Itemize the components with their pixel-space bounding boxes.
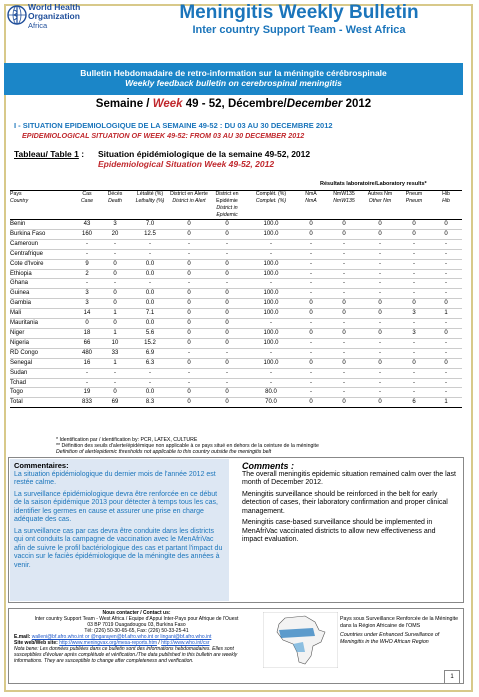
- value-cell: -: [149, 379, 151, 386]
- value-cell: -: [149, 240, 151, 247]
- country-cell: RD Congo: [10, 349, 39, 356]
- value-cell: 19: [83, 389, 91, 396]
- value-cell: 100.0: [263, 290, 279, 297]
- column-header: Cas Case: [74, 191, 100, 220]
- map-caption: Pays sous Surveillance Renforcée de la Méningite dans la Région Africaine de l'OMS Countries under Enhanced Surveillance of Meningitis in the WHO African Region: [340, 616, 459, 645]
- value-cell: -: [445, 369, 447, 376]
- value-cell: 20: [111, 230, 119, 237]
- value-cell: 1: [444, 399, 448, 406]
- value-cell: -: [413, 250, 415, 257]
- comments-en: Comments : The overall meningitis epidemic situation remained calm over the last month of December 2012. Meningitis surveillance should be reinforced in the belt for early detection of cases, their laboratory confirmation and proper clinical management. Meningitis case-based surveillance should be implemented in MenAfriVac vaccinated districts to allow new effectiveness and impact evaluation.: [242, 461, 456, 543]
- country-cell: Cote d'Ivoire: [10, 260, 44, 267]
- value-cell: 0: [412, 300, 416, 307]
- value-cell: 0: [187, 221, 191, 227]
- value-cell: 0: [225, 359, 229, 366]
- value-cell: -: [379, 379, 381, 386]
- value-cell: -: [379, 260, 381, 267]
- value-cell: 80.0: [265, 389, 277, 396]
- value-cell: -: [188, 280, 190, 287]
- value-cell: 3: [85, 300, 89, 307]
- value-cell: 6: [412, 399, 416, 406]
- value-cell: 0: [444, 329, 448, 336]
- value-cell: 0.0: [145, 320, 155, 327]
- country-cell: Tchad: [10, 379, 27, 386]
- value-cell: -: [114, 280, 116, 287]
- value-cell: 0: [444, 230, 448, 237]
- value-cell: -: [343, 349, 345, 356]
- value-cell: 0: [309, 310, 313, 317]
- table-footnotes: * Identification par / identification by: PCR, LATEX, CULTURE ** Définition des seuils d'alerte/épidémique non applicable à ce pays situé en dehors de la ceinture de la méningite Definition of alert/epidemic thresholds not applicable to this country outside the meningitis belt: [56, 437, 319, 455]
- value-cell: -: [343, 270, 345, 277]
- value-cell: 14: [83, 310, 91, 317]
- value-cell: 0: [342, 310, 346, 317]
- value-cell: -: [379, 389, 381, 396]
- value-cell: -: [445, 339, 447, 346]
- value-cell: 0: [187, 389, 191, 396]
- value-cell: -: [445, 349, 447, 356]
- value-cell: -: [379, 270, 381, 277]
- country-cell: Ghana: [10, 280, 29, 287]
- value-cell: 7.1: [145, 310, 155, 317]
- value-cell: 1: [113, 329, 117, 336]
- value-cell: 0: [309, 300, 313, 307]
- value-cell: 8.3: [145, 399, 155, 406]
- value-cell: -: [413, 290, 415, 297]
- column-header: Complét. (%) Complet. (%): [246, 191, 296, 220]
- value-cell: -: [343, 240, 345, 247]
- value-cell: -: [310, 290, 312, 297]
- value-cell: 0: [225, 260, 229, 267]
- value-cell: -: [413, 389, 415, 396]
- country-cell: Mali: [10, 310, 22, 317]
- value-cell: 10: [111, 339, 119, 346]
- value-cell: 480: [81, 349, 92, 356]
- value-cell: 66: [83, 339, 91, 346]
- value-cell: -: [86, 240, 88, 247]
- value-cell: -: [343, 260, 345, 267]
- value-cell: -: [86, 379, 88, 386]
- country-cell: Ethiopia: [10, 270, 32, 277]
- value-cell: 0: [187, 339, 191, 346]
- value-cell: 1: [113, 310, 117, 317]
- value-cell: 1: [444, 310, 448, 317]
- value-cell: 0: [444, 359, 448, 366]
- value-cell: -: [379, 349, 381, 356]
- value-cell: 0: [225, 221, 229, 227]
- value-cell: 0.0: [145, 290, 155, 297]
- lab-results-header: Résultats laboratoire/Laboratory results*: [320, 181, 427, 187]
- country-cell: Sudan: [10, 369, 28, 376]
- info-banner: [4, 63, 463, 95]
- column-header: NmW135 NmW135: [326, 191, 362, 220]
- value-cell: 0.0: [145, 270, 155, 277]
- table-row: [10, 269, 462, 279]
- value-cell: -: [226, 369, 228, 376]
- value-cell: 0: [113, 389, 117, 396]
- value-cell: 0: [342, 359, 346, 366]
- country-cell: Gambia: [10, 300, 32, 307]
- value-cell: -: [413, 349, 415, 356]
- value-cell: -: [310, 270, 312, 277]
- value-cell: -: [379, 290, 381, 297]
- value-cell: -: [310, 250, 312, 257]
- value-cell: -: [445, 290, 447, 297]
- value-cell: 0: [309, 230, 313, 237]
- value-cell: 0.0: [145, 389, 155, 396]
- value-cell: -: [188, 369, 190, 376]
- value-cell: 0.0: [145, 260, 155, 267]
- value-cell: 2: [85, 270, 89, 277]
- value-cell: 0: [342, 399, 346, 406]
- table-body: [10, 220, 462, 408]
- value-cell: 3: [412, 329, 416, 336]
- value-cell: -: [445, 240, 447, 247]
- value-cell: -: [226, 379, 228, 386]
- value-cell: -: [114, 369, 116, 376]
- value-cell: 0: [187, 359, 191, 366]
- column-header: Pneum Pneum: [398, 191, 430, 220]
- value-cell: 0: [187, 329, 191, 336]
- value-cell: -: [270, 240, 272, 247]
- table-row: [10, 338, 462, 348]
- value-cell: 0: [113, 290, 117, 297]
- who-emblem-icon: [6, 4, 28, 26]
- value-cell: -: [149, 280, 151, 287]
- banner-fr: Bulletin Hebdomadaire de retro-information sur la méningite cérébrospinale: [80, 68, 387, 78]
- value-cell: -: [114, 240, 116, 247]
- table-row: [10, 328, 462, 338]
- column-header: Létalité (%) Lethality (%): [130, 191, 170, 220]
- value-cell: 0: [342, 300, 346, 307]
- value-cell: -: [445, 280, 447, 287]
- commentaires-fr: Commentaires: La situation épidémiologique du dernier mois de l'année 2012 est restée calme. La surveillance épidémiologique devra être renforcée en ce début de la saison épidémique 2013 pour détecter à temps tous les cas, identifier les germes en cause et assurer une prise en charge adéquate des cas. La surveillance cas par cas devra être conduite dans les districts qui ont conduits la campagne de vaccination avec le MenAfriVac afin de suivre le profil bactériologique des cas et partant l'impact du vaccin sur le faciès épidémiologique de la méningite des années à venir.: [10, 459, 229, 601]
- value-cell: 0.0: [145, 300, 155, 307]
- value-cell: 0: [378, 359, 382, 366]
- value-cell: 100.0: [263, 339, 279, 346]
- country-cell: Senegal: [10, 359, 33, 366]
- value-cell: 0: [225, 310, 229, 317]
- value-cell: -: [188, 250, 190, 257]
- country-cell: Mauritania: [10, 320, 39, 327]
- value-cell: 0: [342, 329, 346, 336]
- table-row: [10, 388, 462, 398]
- value-cell: -: [86, 250, 88, 257]
- value-cell: 0: [309, 221, 313, 227]
- value-cell: -: [310, 389, 312, 396]
- africa-map-icon: [263, 612, 338, 668]
- value-cell: -: [413, 369, 415, 376]
- value-cell: 0: [309, 359, 313, 366]
- value-cell: 16: [83, 359, 91, 366]
- value-cell: 0: [412, 359, 416, 366]
- value-cell: -: [413, 260, 415, 267]
- contact-info: Nous contacter / Contact us: Inter country Support Team - West Africa / Equipe d'Appui Inter-Pays pour Afrique de l'Ouest 03 BP 7019 Ouagadougou 03, Burkina Faso Tél: (226) 50-30-65-65, Fax: (226) 50-33-25-41 E.mail: walleni@bf.afro.who.int or @ngarayen@bf.afro.who.int or lingani@bf.afro.who.int Site web/Web site: http://www.meningvax.org/mesa-reports.htm / http://www.who.int/csr Nota bene: Les données publiées dans ce bulletin sont des informations hebdomadaires. Elles sont susceptibles d'évoluer après complétude et vérification./The data published in this bulletin are weekly informations. They are susceptible to change after completeness and verification.: [14, 610, 239, 664]
- value-cell: 100.0: [263, 329, 279, 336]
- value-cell: 160: [81, 230, 92, 237]
- value-cell: -: [343, 250, 345, 257]
- banner-en: Weekly feedback bulletin on cerebrospinal meningitis: [125, 78, 342, 88]
- value-cell: 0: [309, 329, 313, 336]
- column-header: NmA NmA: [296, 191, 326, 220]
- value-cell: 69: [111, 399, 119, 406]
- value-cell: -: [379, 250, 381, 257]
- value-cell: 0: [225, 290, 229, 297]
- value-cell: -: [413, 270, 415, 277]
- value-cell: 100.0: [263, 359, 279, 366]
- value-cell: 0: [225, 320, 229, 327]
- value-cell: 0: [225, 329, 229, 336]
- table-row: [10, 358, 462, 368]
- table-row: [10, 239, 462, 249]
- country-cell: Cameroun: [10, 240, 39, 247]
- value-cell: -: [379, 320, 381, 327]
- table-row: [10, 378, 462, 388]
- value-cell: 6.3: [145, 359, 155, 366]
- country-cell: Burkina Faso: [10, 230, 46, 237]
- value-cell: 0: [378, 221, 382, 227]
- value-cell: 0: [225, 230, 229, 237]
- value-cell: -: [413, 339, 415, 346]
- table-row: [10, 319, 462, 329]
- value-cell: -: [270, 320, 272, 327]
- table-row: [10, 299, 462, 309]
- value-cell: 100.0: [263, 300, 279, 307]
- column-header: District en Epidémie District in Epidemic: [208, 191, 246, 220]
- value-cell: 0: [225, 339, 229, 346]
- section-heading-fr: I - SITUATION EPIDEMIOLOGIQUE DE LA SEMAINE 49-52 : DU 03 AU 30 DECEMBRE 2012: [14, 121, 333, 130]
- value-cell: -: [413, 320, 415, 327]
- value-cell: -: [270, 349, 272, 356]
- value-cell: -: [413, 379, 415, 386]
- country-cell: Togo: [10, 389, 24, 396]
- value-cell: 0: [187, 290, 191, 297]
- value-cell: 0: [187, 300, 191, 307]
- value-cell: -: [86, 369, 88, 376]
- table-title-en: Epidemiological Situation Week 49-52, 2012: [98, 159, 275, 169]
- value-cell: -: [343, 389, 345, 396]
- value-cell: 0: [225, 389, 229, 396]
- value-cell: 0: [342, 221, 346, 227]
- value-cell: -: [188, 349, 190, 356]
- value-cell: 9: [85, 260, 89, 267]
- value-cell: 0: [342, 230, 346, 237]
- who-name: World Health Organization Africa: [28, 2, 81, 30]
- value-cell: -: [379, 339, 381, 346]
- value-cell: -: [188, 379, 190, 386]
- value-cell: 33: [111, 349, 119, 356]
- country-cell: Benin: [10, 221, 26, 227]
- value-cell: -: [226, 250, 228, 257]
- value-cell: -: [226, 349, 228, 356]
- value-cell: 0: [225, 270, 229, 277]
- value-cell: 0: [187, 399, 191, 406]
- value-cell: -: [310, 320, 312, 327]
- value-cell: 833: [81, 399, 92, 406]
- value-cell: 43: [83, 221, 91, 227]
- value-cell: 3: [113, 221, 117, 227]
- value-cell: -: [379, 240, 381, 247]
- country-cell: Nigeria: [10, 339, 30, 346]
- value-cell: 0: [187, 260, 191, 267]
- value-cell: 0: [113, 270, 117, 277]
- value-cell: 1: [113, 359, 117, 366]
- value-cell: 15.2: [144, 339, 156, 346]
- column-header: Décès Death: [100, 191, 130, 220]
- value-cell: 0: [187, 320, 191, 327]
- value-cell: -: [343, 280, 345, 287]
- value-cell: -: [310, 260, 312, 267]
- value-cell: -: [445, 270, 447, 277]
- value-cell: 0: [378, 230, 382, 237]
- country-cell: Total: [10, 399, 23, 406]
- value-cell: 0: [225, 300, 229, 307]
- column-header: Autres Nm Other Nm: [362, 191, 398, 220]
- value-cell: -: [149, 369, 151, 376]
- value-cell: -: [114, 250, 116, 257]
- value-cell: 0: [113, 320, 117, 327]
- value-cell: -: [413, 280, 415, 287]
- country-cell: Guinea: [10, 290, 30, 297]
- value-cell: 0: [225, 399, 229, 406]
- website-link-who[interactable]: http://www.who.int/csr: [161, 640, 210, 646]
- bulletin-title: Meningitis Weekly Bulletin: [179, 2, 419, 23]
- value-cell: 18: [83, 329, 91, 336]
- value-cell: 0: [378, 300, 382, 307]
- value-cell: -: [86, 280, 88, 287]
- value-cell: 7.0: [145, 221, 155, 227]
- value-cell: -: [343, 379, 345, 386]
- contact-emails[interactable]: walleni@bf.afro.who.int or @ngarayen@bf.afro.who.int or lingani@bf.afro.who.int: [31, 634, 212, 640]
- table-label: Tableau/ Table 1 :: [14, 149, 85, 159]
- value-cell: 0: [444, 300, 448, 307]
- value-cell: -: [310, 369, 312, 376]
- value-cell: -: [149, 250, 151, 257]
- table-row: [10, 398, 462, 408]
- value-cell: -: [310, 379, 312, 386]
- value-cell: -: [310, 339, 312, 346]
- country-cell: Niger: [10, 329, 25, 336]
- country-cell: Centrafrique: [10, 250, 44, 257]
- value-cell: 12.5: [144, 230, 156, 237]
- value-cell: -: [270, 250, 272, 257]
- value-cell: -: [226, 280, 228, 287]
- table-row: [10, 348, 462, 358]
- section-heading-en: EPIDEMIOLOGICAL SITUATION OF WEEK 49-52: FROM 03 AU 30 DECEMBER 2012: [22, 131, 305, 140]
- table-row: [10, 289, 462, 299]
- value-cell: 0: [187, 230, 191, 237]
- column-header: District en Alerte District in Alert: [170, 191, 208, 220]
- value-cell: 0: [309, 399, 313, 406]
- value-cell: -: [445, 379, 447, 386]
- column-header: Pays Country: [10, 191, 74, 220]
- value-cell: 0: [113, 260, 117, 267]
- table-row: [10, 368, 462, 378]
- table-header-row: [10, 191, 462, 220]
- value-cell: -: [310, 240, 312, 247]
- value-cell: -: [343, 290, 345, 297]
- value-cell: -: [270, 369, 272, 376]
- value-cell: -: [343, 320, 345, 327]
- value-cell: -: [413, 240, 415, 247]
- table-row: [10, 309, 462, 319]
- page-number: 1: [444, 670, 460, 684]
- value-cell: 100.0: [263, 310, 279, 317]
- value-cell: 0: [85, 320, 89, 327]
- value-cell: 0: [378, 329, 382, 336]
- value-cell: 3: [412, 310, 416, 317]
- value-cell: -: [270, 280, 272, 287]
- value-cell: 0: [444, 221, 448, 227]
- value-cell: 100.0: [263, 230, 279, 237]
- value-cell: 0: [412, 230, 416, 237]
- value-cell: 100.0: [263, 221, 279, 227]
- value-cell: -: [114, 379, 116, 386]
- value-cell: -: [270, 379, 272, 386]
- value-cell: -: [188, 240, 190, 247]
- table-row: [10, 249, 462, 259]
- website-link-meningvax[interactable]: http://www.meningvax.org/mesa-reports.htm: [59, 640, 158, 646]
- value-cell: -: [343, 369, 345, 376]
- value-cell: 100.0: [263, 270, 279, 277]
- table-row: [10, 259, 462, 269]
- value-cell: 100.0: [263, 260, 279, 267]
- table-row: [10, 220, 462, 230]
- value-cell: 0: [187, 270, 191, 277]
- value-cell: 0: [187, 310, 191, 317]
- table-row: [10, 279, 462, 289]
- column-header: Hib Hib: [430, 191, 462, 220]
- bulletin-subtitle: Inter country Support Team - West Africa: [192, 24, 406, 36]
- value-cell: 0: [378, 310, 382, 317]
- value-cell: 0: [113, 300, 117, 307]
- value-cell: 0: [412, 221, 416, 227]
- value-cell: 5.6: [145, 329, 155, 336]
- value-cell: -: [445, 389, 447, 396]
- table-row: [10, 229, 462, 239]
- week-heading: Semaine / Week 49 - 52, Décembre/December 2012: [95, 98, 372, 110]
- value-cell: -: [343, 339, 345, 346]
- value-cell: -: [226, 240, 228, 247]
- epidemiological-table: [10, 190, 462, 408]
- value-cell: 6.9: [145, 349, 155, 356]
- value-cell: -: [445, 320, 447, 327]
- value-cell: -: [310, 349, 312, 356]
- value-cell: 3: [85, 290, 89, 297]
- value-cell: -: [445, 260, 447, 267]
- value-cell: -: [310, 280, 312, 287]
- value-cell: 0: [378, 399, 382, 406]
- value-cell: -: [445, 250, 447, 257]
- value-cell: -: [379, 369, 381, 376]
- value-cell: 70.0: [265, 399, 277, 406]
- table-title-fr: Situation épidémiologique de la semaine 49-52, 2012: [98, 149, 311, 159]
- value-cell: -: [379, 280, 381, 287]
